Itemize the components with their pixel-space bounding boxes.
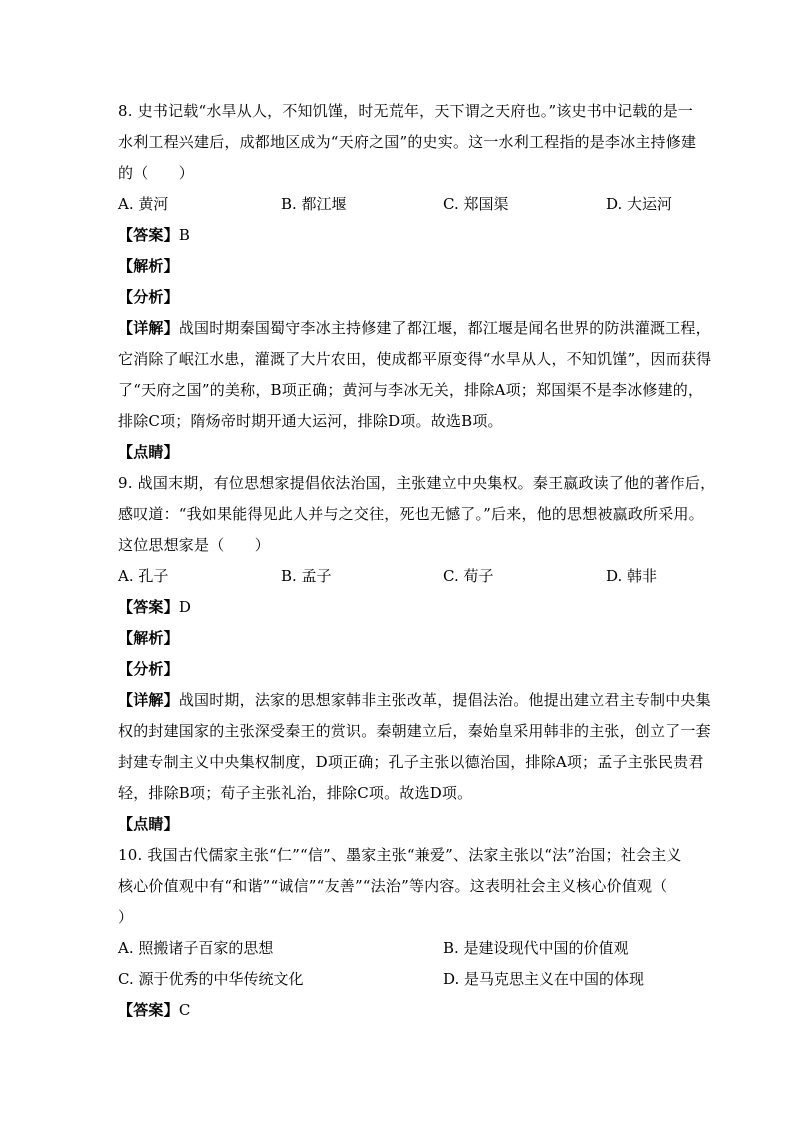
detail-text: 战国时期，法家的思想家韩非主张改革，提倡法治。他提出建立君主专制中央集 [178, 691, 711, 709]
options-row [118, 933, 678, 964]
option-c: C. 源于优秀的中华传统文化 [118, 970, 304, 988]
analysis-tag: 【解析】 [118, 629, 179, 647]
question-stem-line: 8. 史书记载“水旱从人，不知饥馑，时无荒年，天下谓之天府也。”该史书中记载的是一 [118, 102, 694, 120]
detail-line [118, 313, 711, 344]
fenxi-tag: 【分析】 [118, 288, 179, 306]
options-row [118, 964, 678, 995]
question-stem-line: 这位思想家是（ ） [118, 536, 271, 554]
detail-line: 了“天府之国”的美称，B项正确；黄河与李冰无关，排除A项；郑国渠不是李冰修建的， [118, 381, 704, 399]
answer-line [118, 995, 678, 1026]
question-stem-line: 感叹道：“我如果能得见此人并与之交往，死也无憾了。”后来，他的思想被嬴政所采用。 [118, 505, 704, 523]
option-d: D. 是马克思主义在中国的体现 [443, 970, 645, 988]
answer-tag: 【答案】 [118, 598, 179, 616]
comment-tag: 【点睛】 [118, 443, 179, 461]
option-a: A. 照搬诸子百家的思想 [118, 939, 274, 957]
option-b: B. 是建设现代中国的价值观 [443, 939, 629, 957]
answer-tag: 【答案】 [118, 1001, 179, 1019]
answer-value: B [178, 226, 191, 244]
option-b: B. 都江堰 [281, 195, 347, 213]
option-b: B. 孟子 [281, 567, 332, 585]
comment-tag: 【点睛】 [118, 815, 179, 833]
question-10 [118, 840, 682, 1026]
detail-text: 战国时期秦国蜀守李冰主持修建了都江堰，都江堰是闻名世界的防洪灌溉工程， [178, 319, 711, 337]
answer-line [118, 592, 678, 623]
detail-line: 轻，排除B项；荀子主张礼治，排除C项。故选D项。 [118, 784, 473, 802]
detail-line: 权的封建国家的主张深受秦王的赏识。秦朝建立后，秦始皇采用韩非的主张，创立了一套 [118, 722, 711, 740]
detail-line [118, 685, 711, 716]
question-stem-line: 9. 战国末期，有位思想家提倡依法治国，主张建立中央集权。秦王嬴政读了他的著作后， [118, 474, 716, 492]
question-stem-line: ） [118, 908, 134, 926]
option-d: D. 韩非 [606, 567, 658, 585]
detail-tag: 【详解】 [118, 691, 179, 709]
detail-line: 它消除了岷江水患，灌溉了大片农田，使成都平原变得“水旱从人，不知饥馑”，因而获得 [118, 350, 712, 368]
fenxi-tag: 【分析】 [118, 660, 179, 678]
question-8 [118, 96, 712, 468]
answer-tag: 【答案】 [118, 226, 179, 244]
answer-line [118, 220, 678, 251]
option-c: C. 郑国渠 [443, 195, 509, 213]
question-stem-line: 核心价值观中有“和谐”“诚信”“友善”“法治”等内容。这表明社会主义核心价值观（ [118, 877, 668, 895]
option-a: A. 孔子 [118, 567, 169, 585]
detail-tag: 【详解】 [118, 319, 179, 337]
option-a: A. 黄河 [118, 195, 169, 213]
answer-value: D [178, 598, 192, 616]
detail-line: 排除C项；隋炀帝时期开通大运河，排除D项。故选B项。 [118, 412, 503, 430]
option-c: C. 荀子 [443, 567, 494, 585]
question-stem-line: 10. 我国古代儒家主张“仁”“信”、墨家主张“兼爱”、法家主张以“法”治国；社会主义 [118, 846, 682, 864]
detail-line: 封建专制主义中央集权制度，D项正确；孔子主张以德治国，排除A项；孟子主张民贵君 [118, 753, 704, 771]
options-row [118, 561, 678, 592]
answer-value: C [178, 1001, 191, 1019]
question-stem-line: 水利工程兴建后，成都地区成为“天府之国”的史实。这一水利工程指的是李冰主持修建 [118, 133, 697, 151]
options-row [118, 189, 678, 220]
analysis-tag: 【解析】 [118, 257, 179, 275]
question-stem-line: 的（ ） [118, 164, 195, 182]
document-page [118, 96, 716, 1026]
question-9 [118, 468, 716, 840]
option-d: D. 大运河 [606, 195, 673, 213]
